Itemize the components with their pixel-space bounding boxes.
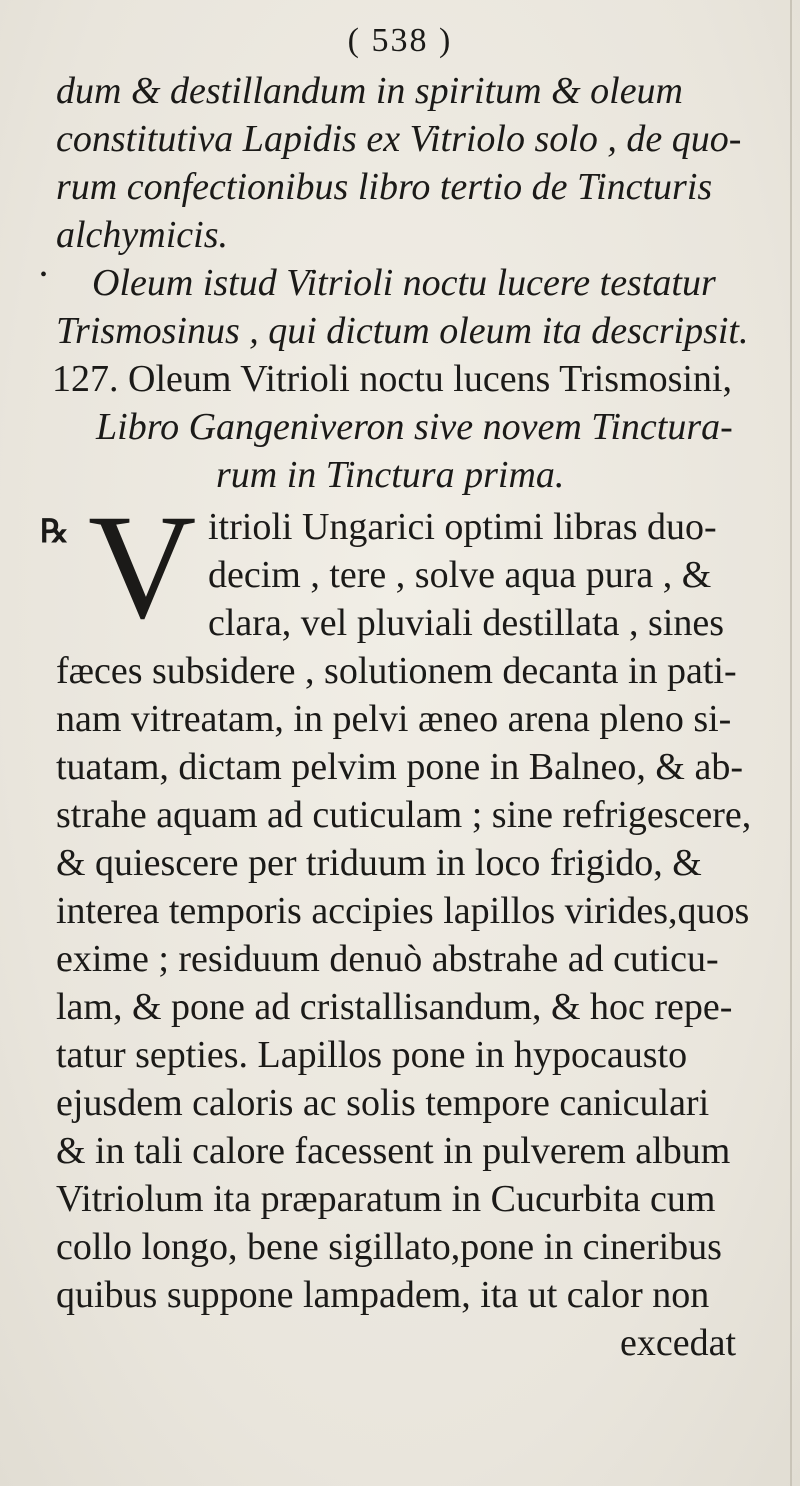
- text-line: strahe aquam ad cuticulam ; sine refrigescere,: [56, 794, 752, 836]
- page-number-header: ( 538 ): [347, 22, 453, 59]
- text-line: tuatam, dictam pelvim pone in Balneo, & ab-: [56, 746, 743, 788]
- text-line: alchymicis.: [56, 214, 229, 256]
- subheading-line: rum in Tinctura prima.: [216, 454, 565, 496]
- text-line: clara, vel pluviali destillata , sines: [208, 602, 725, 644]
- text-line: Vitriolum ita præparatum in Cucurbita cum: [56, 1178, 716, 1220]
- text-line: & in tali calore facessent in pulverem album: [56, 1130, 731, 1172]
- text-line: ejusdem caloris ac solis tempore caniculari: [56, 1082, 710, 1124]
- section-number: 127.: [52, 358, 119, 400]
- text-line: lam, & pone ad cristallisandum, & hoc repe-: [56, 986, 733, 1028]
- text-line: Oleum istud Vitrioli noctu lucere testatur: [92, 262, 716, 304]
- text-line: quibus suppone lampadem, ita ut calor non: [56, 1274, 710, 1316]
- text-line: rum confectionibus libro tertio de Tincturis: [56, 166, 713, 208]
- page-edge: [790, 0, 792, 1486]
- text-line: & quiescere per triduum in loco frigido, &: [56, 842, 702, 884]
- text-line: dum & destillandum in spiritum & oleum: [56, 70, 683, 112]
- text-line: decim , tere , solve aqua pura , &: [208, 554, 712, 596]
- text-line: itrioli Ungarici optimi libras duo-: [208, 506, 717, 548]
- text-line: interea temporis accipies lapillos virides,quos: [56, 890, 750, 932]
- catchword: excedat: [620, 1322, 737, 1364]
- text-line: constitutiva Lapidis ex Vitriolo solo , de quo-: [56, 118, 742, 160]
- bullet-mark: •: [40, 264, 48, 286]
- subheading-line: Libro Gangeniveron sive novem Tinctura-: [96, 406, 733, 448]
- text-line: collo longo, bene sigillato,pone in cineribus: [56, 1226, 722, 1268]
- text-line: nam vitreatam, in pelvi æneo arena pleno si-: [56, 698, 732, 740]
- section-heading: [52, 356, 732, 402]
- text-line: Trismosinus , qui dictum oleum ita descripsit.: [56, 310, 749, 352]
- text-line: fæces subsidere , solutionem decanta in pati-: [56, 650, 737, 692]
- section-title: Oleum Vitrioli noctu lucens Trismosini,: [128, 358, 732, 400]
- text-line: tatur septies. Lapillos pone in hypocausto: [56, 1034, 688, 1076]
- recipe-symbol: ℞: [40, 513, 69, 549]
- text-line: exime ; residuum denuò abstrahe ad cuticu-: [56, 938, 719, 980]
- drop-cap: V: [88, 484, 197, 650]
